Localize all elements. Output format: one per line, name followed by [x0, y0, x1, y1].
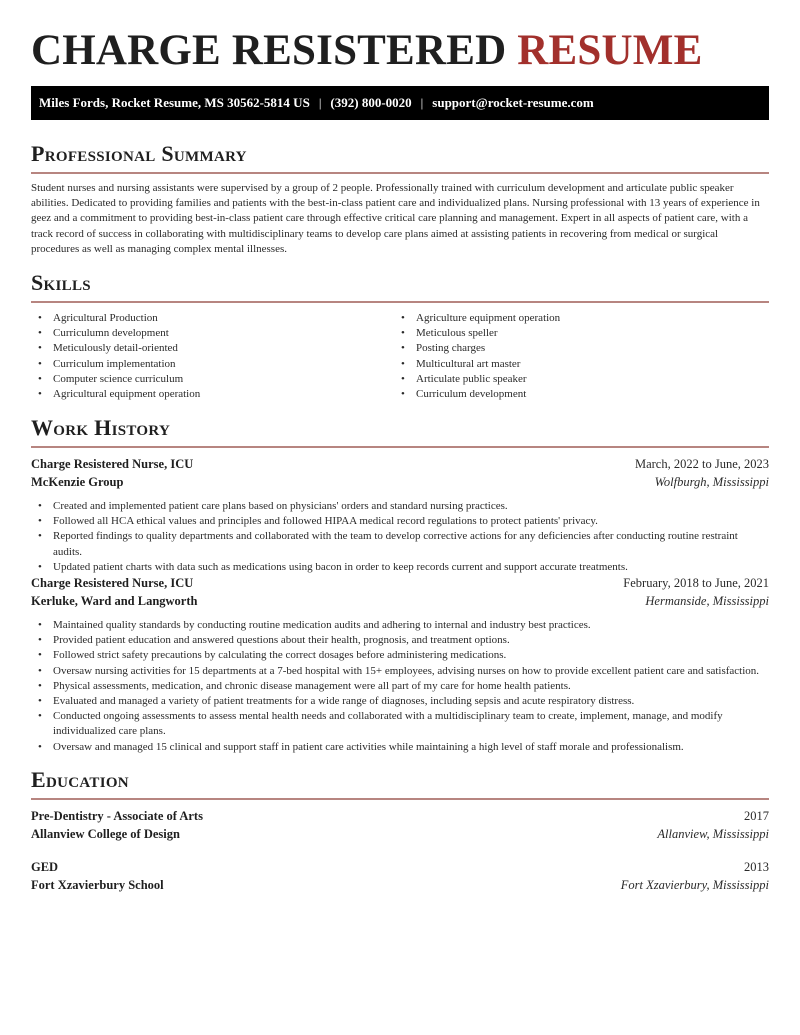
resume-title	[31, 26, 702, 76]
section-divider	[31, 172, 769, 174]
section-divider	[31, 798, 769, 800]
skills-list-right	[394, 311, 560, 402]
skill-item: • Computer science curriculum	[31, 372, 200, 387]
job-bullet: • Followed all HCA ethical values and principles and followed HIPAA medical record regulations to protect patients' privacy.	[31, 514, 769, 529]
job-company: McKenzie Group	[31, 475, 124, 489]
job-bullet: • Updated patient charts with data such as medications using bacon in order to keep records current and support accurate treatments.	[31, 560, 769, 575]
job-company-row	[31, 473, 769, 491]
job-bullet: • Reported findings to quality departments and collaborated with the team to develop corrective actions for any deficiencies after conducting routine restraint audits.	[31, 529, 769, 559]
skill-item: • Agricultural equipment operation	[31, 387, 200, 402]
summary-text: Student nurses and nursing assistants were supervised by a group of 2 people. Professionally trained with curriculum development and articulate public speaker abilities. Dedicated to providing families and patients with the best-in-class patient care and individualized plans. Nursing professional with 13 years of experience in geez and a commitment to providing best-in-class patient care through effective critical care planning and management. Expert in all aspects of patient care, with a track record of success in collaborating with multidisciplinary teams to develop care plans aimed at assisting patients in recovering from medical or surgical procedures as well as managing complex mental illnesses.	[31, 182, 760, 255]
job-bullet: • Physical assessments, medication, and chronic disease management were all part of my care for home health patients.	[31, 679, 769, 694]
summary-heading: Professional Summary	[31, 141, 247, 166]
job-title: Charge Resistered Nurse, ICU	[31, 457, 194, 471]
contact-address: Miles Fords, Rocket Resume, MS 30562-5814 US	[39, 95, 310, 110]
job-bullet: • Oversaw nursing activities for 15 departments at a 7-bed hospital with 15+ employees, advising nurses on how to provide excellent patient care and satisfaction.	[31, 664, 769, 679]
education-location: Allanview, Mississippi	[657, 827, 769, 841]
education-school: Fort Xzavierbury School	[31, 878, 164, 892]
job-bullets	[31, 499, 769, 575]
contact-bar	[31, 86, 769, 120]
skill-item: • Articulate public speaker	[394, 372, 560, 387]
job-location: Hermanside, Mississippi	[645, 594, 769, 608]
job-company: Kerluke, Ward and Langworth	[31, 594, 198, 608]
skill-item: • Curriculum development	[394, 387, 560, 402]
job-bullet: • Evaluated and managed a variety of patient treatments for a wide range of diagnoses, including sepsis and acute respiratory distress.	[31, 694, 769, 709]
education-heading: Education	[31, 767, 129, 792]
skill-item: • Posting charges	[394, 341, 560, 356]
job-title-row	[31, 455, 769, 473]
job-bullet: • Followed strict safety precautions by calculating the correct dosages before administering medications.	[31, 648, 769, 663]
job-bullet: • Created and implemented patient care plans based on physicians' orders and standard nursing practices.	[31, 499, 769, 514]
skill-item: • Agricultural Production	[31, 311, 200, 326]
skills-heading: Skills	[31, 270, 91, 295]
job-bullet: • Maintained quality standards by conducting routine medication audits and adhering to internal and industry best practices.	[31, 618, 769, 633]
skill-item: • Agriculture equipment operation	[394, 311, 560, 326]
education-location: Fort Xzavierbury, Mississippi	[620, 878, 769, 892]
education-degree-row	[31, 807, 769, 825]
contact-separator: |	[318, 95, 322, 110]
skills-list-left	[31, 311, 200, 402]
job-company-row	[31, 592, 769, 610]
title-accent: RESUME	[517, 27, 703, 74]
job-bullet: • Provided patient education and answered questions about their health, prognosis, and treatment options.	[31, 633, 769, 648]
education-degree-row	[31, 858, 769, 876]
skill-item: • Curriculum implementation	[31, 357, 200, 372]
education-school-row	[31, 876, 769, 894]
education-degree: Pre-Dentistry - Associate of Arts	[31, 809, 203, 823]
skill-item: • Meticulous speller	[394, 326, 560, 341]
education-year: 2013	[744, 860, 769, 874]
skill-item: • Meticulously detail-oriented	[31, 341, 200, 356]
job-bullet: • Oversaw and managed 15 clinical and support staff in patient care activities while maintaining a high level of staff morale and professionalism.	[31, 740, 769, 755]
contact-separator: |	[420, 95, 424, 110]
section-divider	[31, 446, 769, 448]
work-history-heading: Work History	[31, 415, 171, 440]
skill-item: • Curriculumn development	[31, 326, 200, 341]
education-year: 2017	[744, 809, 769, 823]
job-dates: February, 2018 to June, 2021	[623, 576, 769, 590]
job-dates: March, 2022 to June, 2023	[634, 457, 769, 471]
education-school-row	[31, 825, 769, 843]
job-title: Charge Resistered Nurse, ICU	[31, 576, 194, 590]
skill-item: • Multicultural art master	[394, 357, 560, 372]
contact-email[interactable]: support@rocket-resume.com	[432, 95, 594, 110]
education-school: Allanview College of Design	[31, 827, 180, 841]
job-title-row	[31, 574, 769, 592]
title-main: CHARGE RESISTERED	[31, 27, 507, 74]
contact-phone: (392) 800-0020	[330, 95, 412, 110]
job-bullet: • Conducted ongoing assessments to assess mental health needs and collaborated with a multidisciplinary team to create, implement, manage, and modify individualized care plans.	[31, 709, 769, 739]
job-bullets	[31, 618, 769, 755]
job-location: Wolfburgh, Mississippi	[654, 475, 769, 489]
education-degree: GED	[31, 860, 59, 874]
section-divider	[31, 301, 769, 303]
